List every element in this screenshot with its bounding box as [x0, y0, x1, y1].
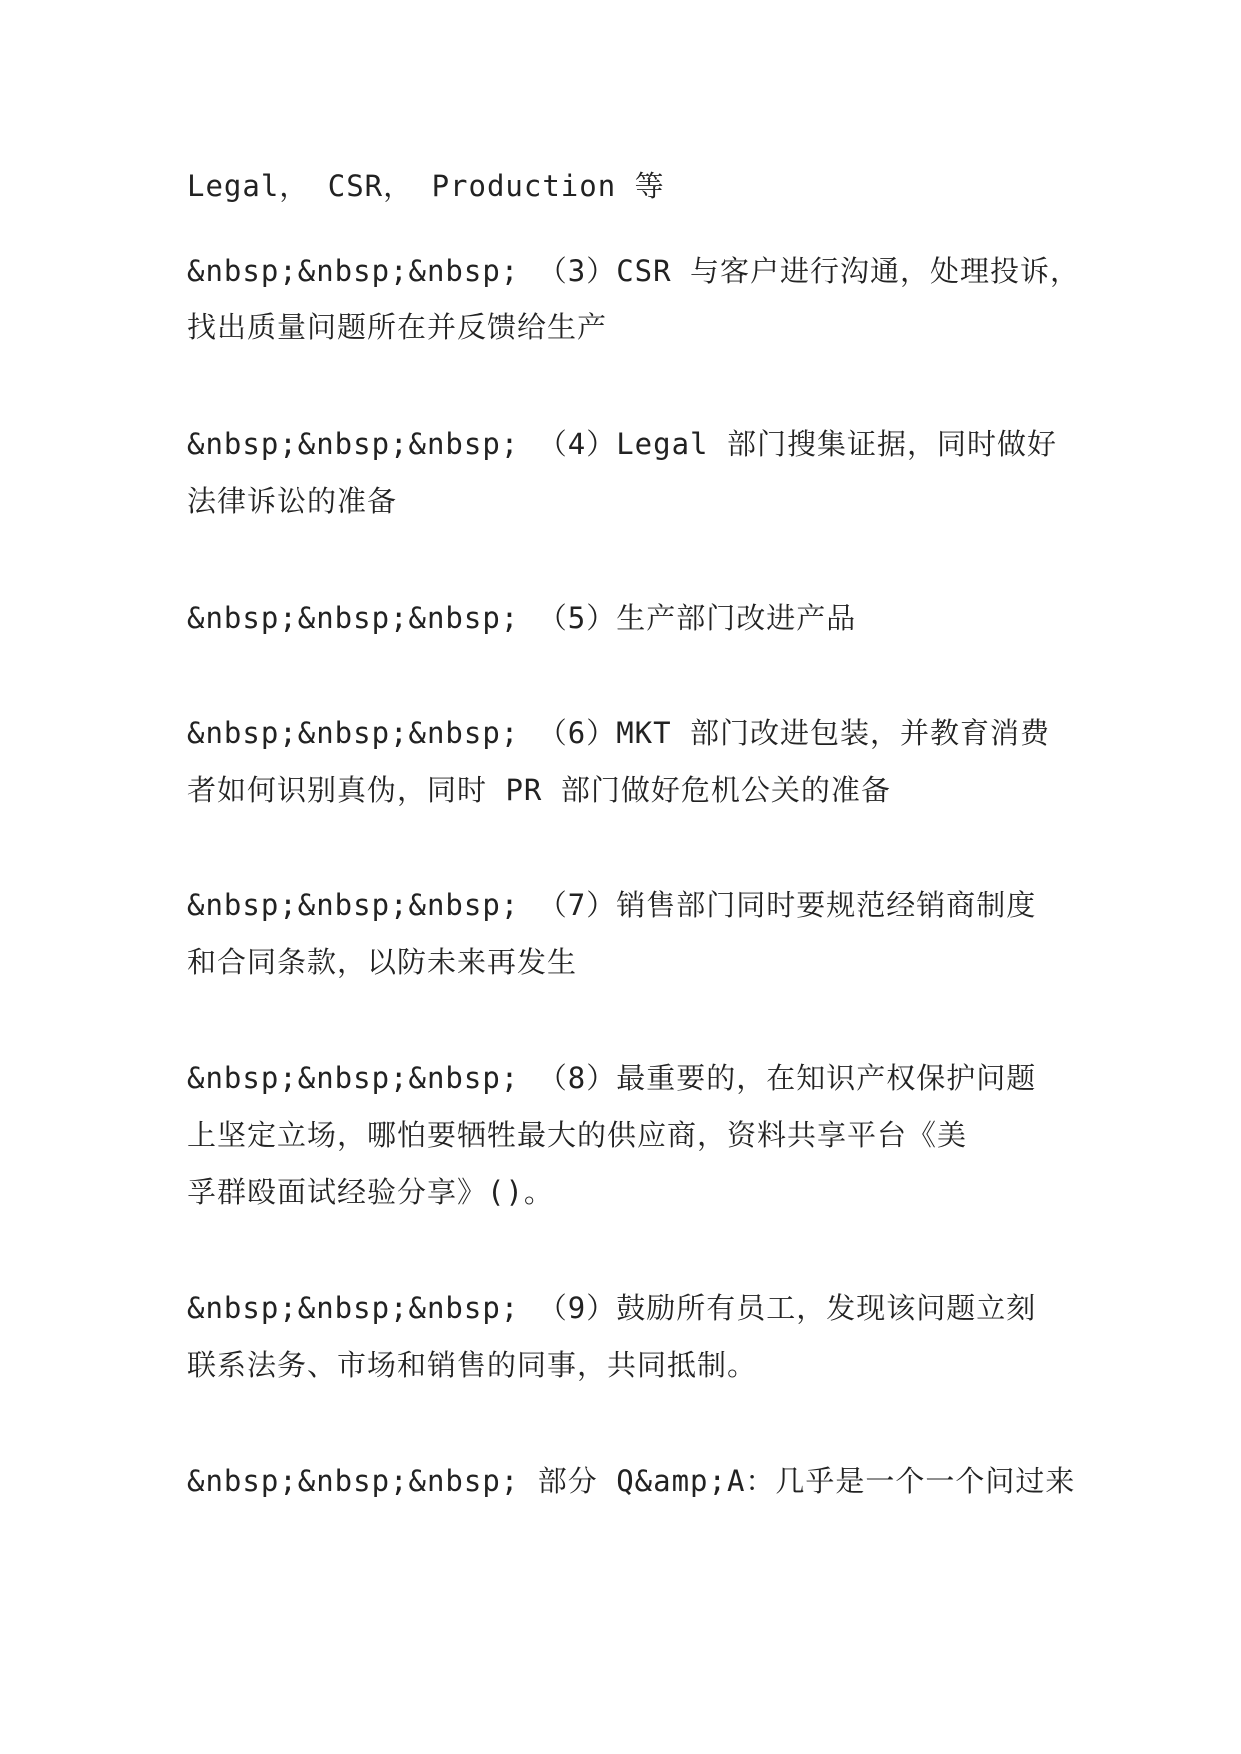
text-line: &nbsp;&nbsp;&nbsp; （6）MKT 部门改进包装，并教育消费: [187, 716, 1051, 750]
text-line: 孚群殴面试经验分享》()。: [187, 1175, 554, 1209]
text-line: &nbsp;&nbsp;&nbsp; 部分 Q&amp;A：几乎是一个一个问过来: [187, 1464, 1076, 1498]
text-line: 法律诉讼的准备: [187, 484, 398, 518]
text-line: &nbsp;&nbsp;&nbsp; （3）CSR 与客户进行沟通，处理投诉，: [187, 254, 1081, 288]
text-line: &nbsp;&nbsp;&nbsp; （7）销售部门同时要规范经销商制度: [187, 888, 1037, 922]
text-line: 和合同条款，以防未来再发生: [187, 945, 578, 979]
text-line: 者如何识别真伪，同时 PR 部门做好危机公关的准备: [187, 773, 891, 807]
text-line: &nbsp;&nbsp;&nbsp; （4）Legal 部门搜集证据，同时做好: [187, 427, 1057, 461]
text-line: &nbsp;&nbsp;&nbsp; （5）生产部门改进产品: [187, 601, 857, 635]
text-line: 找出质量问题所在并反馈给生产: [187, 310, 608, 344]
text-line: Legal， CSR， Production 等: [187, 169, 665, 203]
text-line: &nbsp;&nbsp;&nbsp; （9）鼓励所有员工，发现该问题立刻: [187, 1291, 1037, 1325]
text-line: 联系法务、市场和销售的同事，共同抵制。: [187, 1348, 758, 1382]
text-line: 上坚定立场，哪怕要牺牲最大的供应商，资料共享平台《美: [187, 1118, 968, 1152]
text-line: &nbsp;&nbsp;&nbsp; （8）最重要的，在知识产权保护问题: [187, 1061, 1037, 1095]
